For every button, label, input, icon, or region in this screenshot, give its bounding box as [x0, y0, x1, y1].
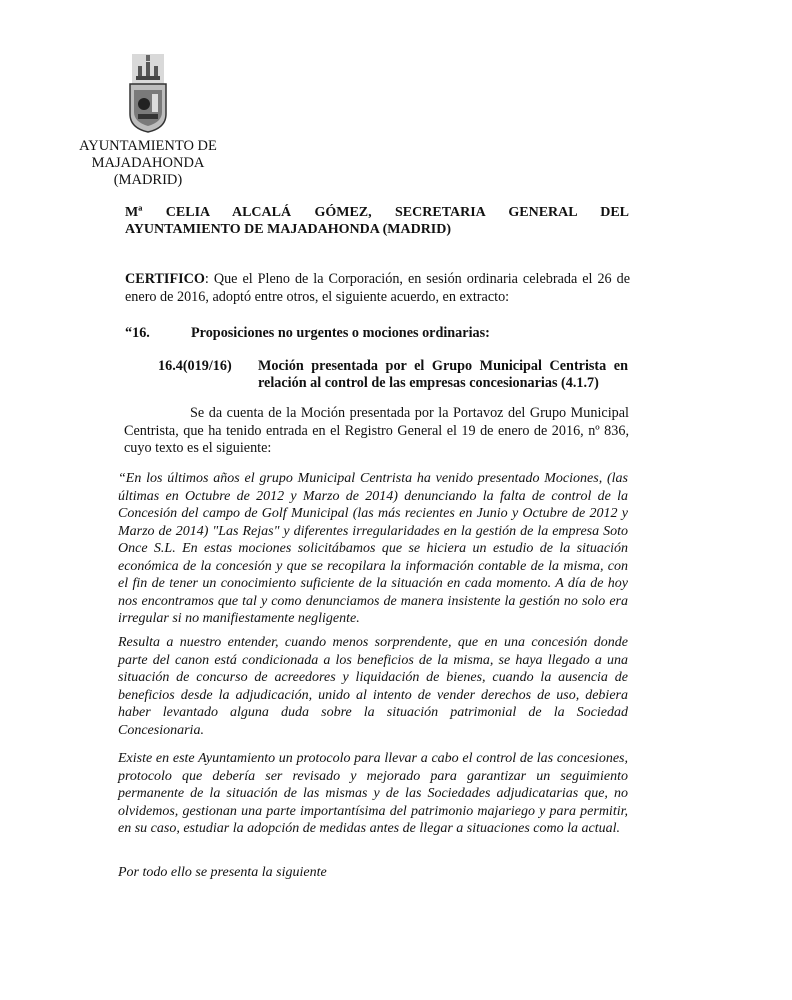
subsection-number: 16.4(019/16): [158, 358, 232, 374]
quote-paragraph-1: “En los últimos años el grupo Municipal Centrista ha venido presentado Mociones, (las últimas en Octubre de 2012 y Marzo de 2014) denunciando la falta de control de la Concesión del campo de Golf Municipal (las más recientes en Junio y Octubre de 2012 y Marzo de 2014) "Las Rejas" y diferentes irregularidades en la gestión de la empresa Soto Once S.L. En estas mociones solicitábamos que se hiciera un estudio de la situación económica de la concesión y que se recopilara la información contable de la misma, con el fin de tener un conocimiento suficiente de la situación en cada momento. A día de hoy nos encontramos que tal y como denunciamos de manera insistente la gestión no solo era irregular si no manifiestamente negligente.: [118, 471, 628, 626]
organization-name: [60, 138, 236, 189]
subsection-title: Moción presentada por el Grupo Municipal Centrista en relación al control de las empresas concesionarias (4.1.7): [258, 358, 628, 391]
signatory-line-1: Mª CELIA ALCALÁ GÓMEZ, SECRETARIA GENERAL DEL: [125, 205, 629, 220]
certificate-text: : Que el Pleno de la Corporación, en sesión ordinaria celebrada el 26 de enero de 2016, adoptó entre otros, el siguiente acuerdo, en extracto:: [125, 271, 630, 305]
org-line-1: AYUNTAMIENTO DE: [79, 138, 217, 154]
section-title: Proposiciones no urgentes o mociones ordinarias:: [191, 325, 490, 341]
org-line-2: MAJADAHONDA: [91, 155, 205, 171]
certificate-label: CERTIFICO: [125, 271, 205, 287]
signatory-line-2: AYUNTAMIENTO DE MAJADAHONDA (MADRID): [125, 222, 452, 237]
coat-of-arms-icon: [124, 52, 172, 134]
quote-paragraph-3: Existe en este Ayuntamiento un protocolo para llevar a cabo el control de las concesiones, protocolo que debería ser revisado y mejorado para garantizar un seguimiento permanente de la situación de las mismas y de las Sociedades adjudicatarias que, no olvidemos, gestionan una parte importantísima del patrimonio majariego y para permitir, en su caso, estudiar la adopción de medidas antes de llegar a situaciones como la actual.: [118, 751, 628, 836]
certificate-paragraph: [125, 270, 630, 306]
intro-paragraph: Se da cuenta de la Moción presentada por la Portavoz del Grupo Municipal Centrista, que ha tenido entrada en el Registro General el 19 de enero de 2016, nº 836, cuyo texto es el siguiente:: [124, 405, 629, 456]
quote-paragraph-2: Resulta a nuestro entender, cuando menos sorprendente, que en una concesión donde parte del canon está condicionada a los beneficios de la misma, se haya llegado a una situación de concurso de acreedores y liquidación de bienes, cuando la ausencia de beneficios desde la adjudicación, unido al intento de vender derechos de uso, debiera haber levantado alguna duda sobre la situación patrimonial de la Sociedad Concesionaria.: [118, 635, 628, 738]
section-number: “16.: [125, 325, 150, 341]
quote-paragraph-4: Por todo ello se presenta la siguiente: [118, 865, 327, 880]
org-line-3: (MADRID): [113, 172, 183, 188]
